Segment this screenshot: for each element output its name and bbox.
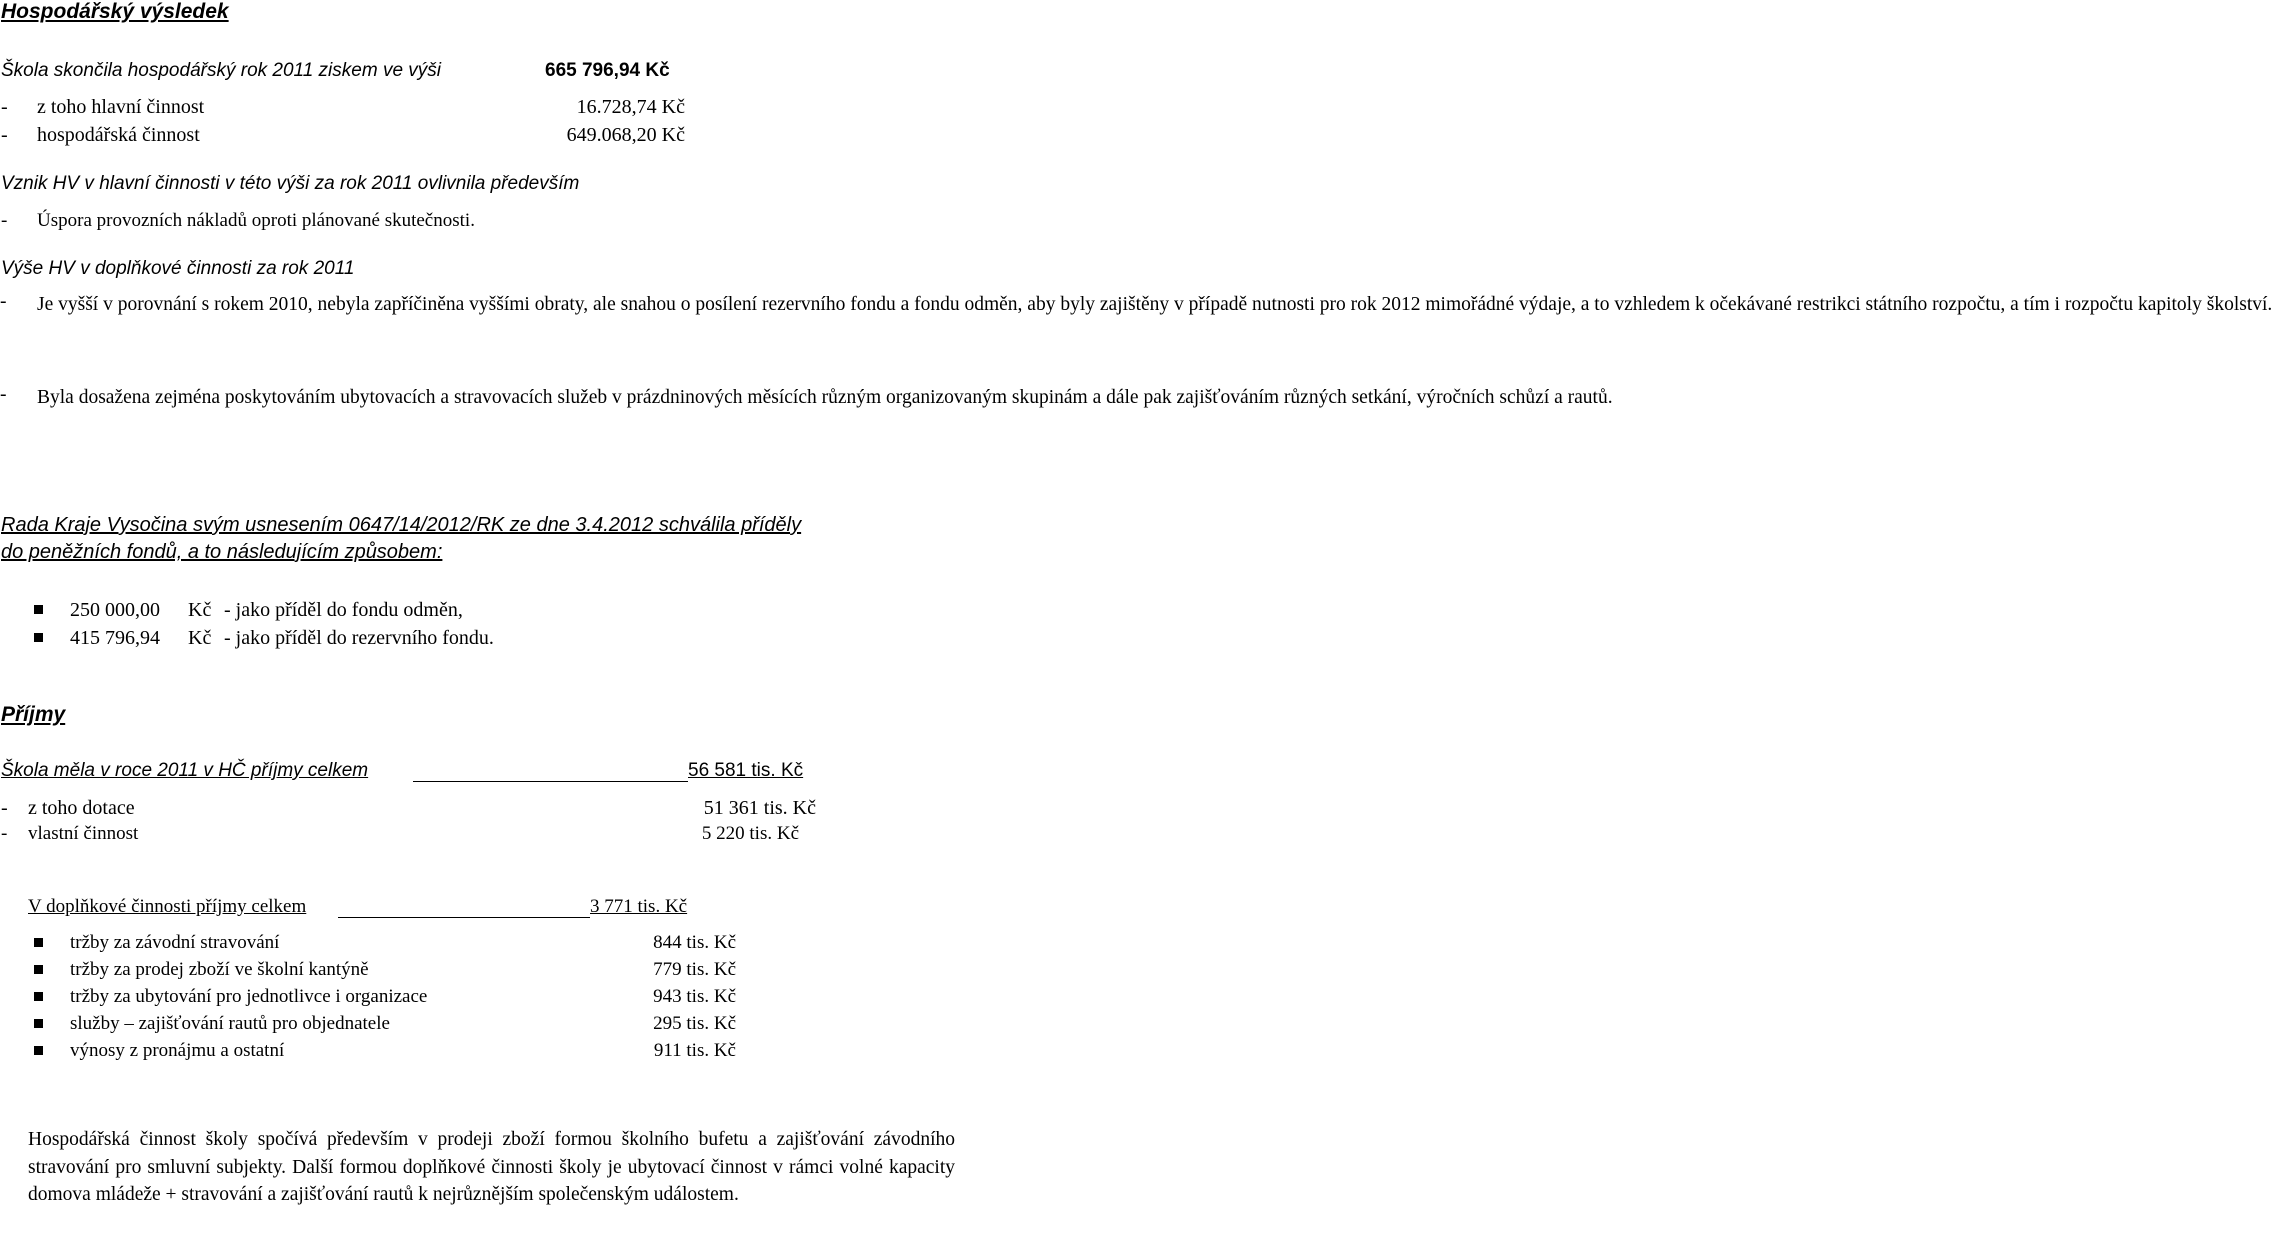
bullet-icon (34, 992, 43, 1001)
fund-amount: 415 796,94 (70, 627, 160, 649)
bullet-icon (34, 1046, 43, 1055)
vyse-item-dash: - (0, 384, 7, 405)
fund-text: - jako příděl do rezervního fondu. (224, 627, 494, 649)
hv-row-dash: - (1, 124, 8, 146)
bullet-icon (34, 1019, 43, 1028)
fund-text: - jako příděl do fondu odměn, (224, 599, 463, 621)
hv-row-value: 649.068,20 Kč (566, 124, 685, 146)
bullet-icon (34, 605, 43, 614)
bullet-icon (34, 633, 43, 642)
dopl-total-value: 3 771 tis. Kč (590, 896, 688, 917)
bullet-icon (34, 965, 43, 974)
prijmy-row-label: z toho dotace (28, 797, 135, 819)
vznik-dash: - (1, 210, 8, 231)
dopl-item-value: 943 tis. Kč (653, 986, 736, 1007)
dopl-item-label: tržby za ubytování pro jednotlivce i organizace (70, 986, 428, 1007)
fund-currency: Kč (188, 627, 212, 649)
vyse-item-dash: - (0, 291, 7, 312)
fund-currency: Kč (188, 599, 212, 621)
vyse-item-text: Byla dosažena zejména poskytováním ubytovacích a stravovacích služeb v prázdninových měsících různým organizovaným skupinám a dále pak zajišťováním různých setkání, výročních schůzí a rautů. (37, 387, 1613, 408)
section-heading-hv: Hospodářský výsledek (1, 0, 229, 23)
prijmy-row-label: vlastní činnost (28, 823, 139, 844)
dopl-item-value: 844 tis. Kč (653, 932, 736, 953)
hv-summary-value: 665 796,94 Kč (545, 60, 670, 81)
prijmy-total-value: 56 581 tis. Kč (688, 760, 804, 781)
total-underline (413, 781, 688, 782)
dopl-item-value: 911 tis. Kč (653, 1040, 736, 1061)
dopl-item-label: služby – zajišťování rautů pro objednatele (70, 1013, 390, 1034)
vznik-item: Úspora provozních nákladů oproti plánované skutečnosti. (37, 210, 475, 231)
fund-amount: 250 000,00 (70, 599, 160, 621)
prijmy-row-dash: - (1, 823, 8, 844)
vznik-heading: Vznik HV v hlavní činnosti v této výši za rok 2011 ovlivnila především (1, 173, 580, 194)
dopl-total-label: V doplňkové činnosti příjmy celkem (28, 896, 307, 917)
bullet-icon (34, 938, 43, 947)
closing-paragraph: Hospodářská činnost školy spočívá především v prodeji zboží formou školního bufetu a zajišťování závodního stravování pro smluvní subjekty. Další formou doplňkové činnosti školy je ubytovací činnost v rámci volné kapacity domova mládeže + stravování a zajišťování rautů k nejrůznějším společenským událostem. (28, 1129, 955, 1205)
prijmy-total-label: Škola měla v roce 2011 v HČ příjmy celkem (1, 760, 369, 781)
hv-row-label: z toho hlavní činnost (37, 96, 205, 118)
rada-line-2: do peněžních fondů, a to následujícím způsobem: (1, 541, 443, 563)
prijmy-row-dash: - (1, 797, 8, 819)
dopl-underline (338, 917, 590, 918)
hv-row-label: hospodářská činnost (37, 124, 200, 146)
dopl-item-label: tržby za závodní stravování (70, 932, 280, 953)
vyse-item-text: Je vyšší v porovnání s rokem 2010, nebyla zapříčiněna vyššími obraty, ale snahou o posílení rezervního fondu a fondu odměn, aby byly zajištěny v případě nutnosti pro rok 2012 mimořádné výdaje, a to vzhledem k očekávané restrikci státního rozpočtu, a tím i rozpočtu kapitoly školství. (37, 294, 2272, 315)
hv-row-dash: - (1, 96, 8, 118)
dopl-item-label: výnosy z pronájmu a ostatní (70, 1040, 285, 1061)
dopl-item-value: 779 tis. Kč (653, 959, 736, 980)
hv-row-value: 16.728,74 Kč (576, 96, 685, 118)
dopl-item-value: 295 tis. Kč (653, 1013, 736, 1034)
prijmy-row-value: 5 220 tis. Kč (701, 823, 799, 844)
dopl-item-label: tržby za prodej zboží ve školní kantýně (70, 959, 369, 980)
section-heading-prijmy: Příjmy (1, 703, 66, 726)
vyse-heading: Výše HV v doplňkové činnosti za rok 2011 (1, 258, 355, 279)
hv-summary-label: Škola skončila hospodářský rok 2011 ziskem ve výši (1, 60, 442, 81)
prijmy-row-value: 51 361 tis. Kč (703, 797, 816, 819)
rada-line-1: Rada Kraje Vysočina svým usnesením 0647/14/2012/RK ze dne 3.4.2012 schválila příděly (1, 514, 802, 536)
